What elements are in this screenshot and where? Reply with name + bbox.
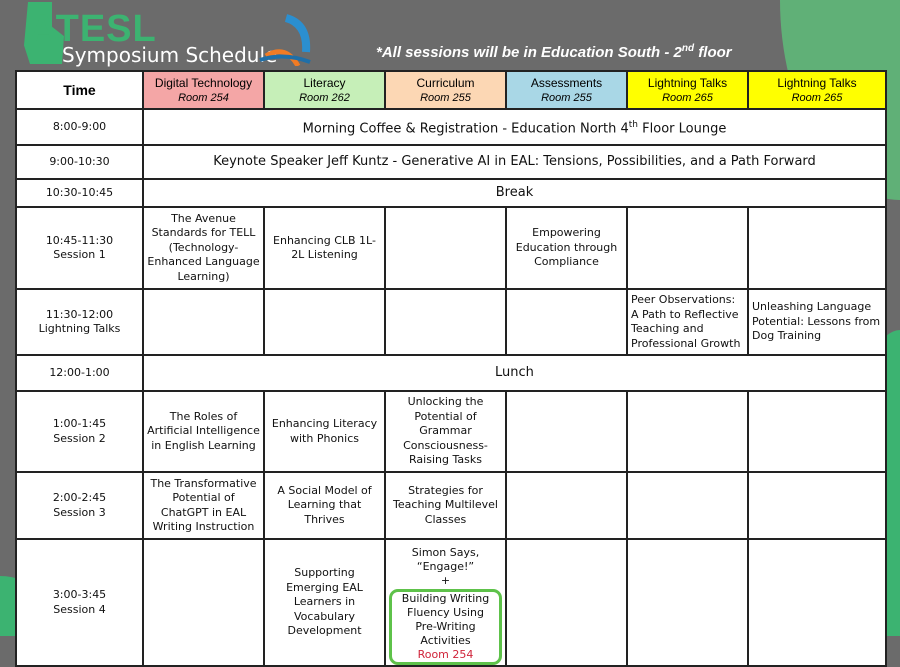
- header-room: Room 265: [791, 91, 843, 104]
- time-cell: [16, 207, 143, 289]
- column-header: [627, 71, 748, 109]
- session-title: Building Writing Fluency Using Pre-Writing Activities: [401, 592, 490, 647]
- session-cell: Supporting Emerging EAL Learners in Vocabulary Development: [264, 539, 385, 666]
- session-cell: Enhancing Literacy with Phonics: [264, 391, 385, 472]
- empty-cell: [506, 472, 627, 539]
- empty-cell: [748, 539, 886, 666]
- table-row: [16, 289, 886, 355]
- highlighted-session: [389, 589, 502, 665]
- time-text: 10:45-11:30: [45, 233, 114, 247]
- table-row: [16, 145, 886, 179]
- time-cell: [16, 391, 143, 472]
- table-row: [16, 207, 886, 289]
- column-header: [748, 71, 886, 109]
- empty-cell: [264, 289, 385, 355]
- session-title: Simon Says, “Engage!”: [411, 546, 480, 573]
- empty-cell: [748, 472, 886, 539]
- header-label: Literacy: [303, 75, 346, 90]
- time-text: 2:00-2:45: [52, 491, 107, 504]
- header-room: Room 262: [299, 91, 350, 104]
- time-text: 1:00-1:45: [52, 417, 107, 430]
- logo: ATESL: [30, 8, 157, 50]
- table-row: [16, 472, 886, 539]
- column-header: [264, 71, 385, 109]
- header-label: Assessments: [530, 75, 603, 90]
- table-row: [16, 391, 886, 472]
- empty-cell: [748, 391, 886, 472]
- table-row: [16, 355, 886, 391]
- span-cell: [143, 109, 886, 145]
- empty-cell: [143, 539, 264, 666]
- event-text-end: Floor Lounge: [638, 120, 727, 136]
- empty-cell: [748, 207, 886, 289]
- table-row: [16, 539, 886, 666]
- time-cell: 8:00-9:00: [16, 109, 143, 145]
- schedule-table: [15, 70, 887, 667]
- session-text: Session 1: [53, 248, 106, 261]
- plus-sign: +: [440, 574, 451, 587]
- empty-cell: [385, 289, 506, 355]
- session-text: Session 2: [53, 431, 106, 445]
- empty-cell: [506, 391, 627, 472]
- event-text: Morning Coffee & Registration - Education North 4: [302, 120, 629, 136]
- session-text: Session 3: [53, 505, 106, 519]
- header-room: Room 265: [662, 91, 713, 104]
- header-room: Room 254: [178, 91, 229, 104]
- event-sup: th: [628, 119, 639, 130]
- column-header-time: [16, 71, 143, 109]
- session-cell: Unleashing Language Potential: Lessons from Dog Training: [748, 289, 886, 355]
- header-label: Lightning Talks: [647, 75, 728, 90]
- page-title: Symposium Schedule: [62, 43, 278, 67]
- empty-cell: [627, 472, 748, 539]
- empty-cell: [627, 539, 748, 666]
- time-cell: [16, 472, 143, 539]
- empty-cell: [506, 289, 627, 355]
- empty-cell: [506, 539, 627, 666]
- infinite-paths-logo-icon: [256, 14, 312, 66]
- session-text: Lightning Talks: [38, 322, 121, 335]
- time-cell: 12:00-1:00: [16, 355, 143, 391]
- note-sup: nd: [681, 43, 695, 54]
- column-header: [385, 71, 506, 109]
- time-cell: [16, 539, 143, 666]
- table-row: [16, 179, 886, 207]
- session-cell: [385, 539, 506, 666]
- session-text: Session 4: [53, 602, 106, 616]
- header-label: Time: [63, 81, 96, 98]
- session-cell: Strategies for Teaching Multilevel Classes: [385, 472, 506, 539]
- header-row: [16, 71, 886, 109]
- session-cell: Unlocking the Potential of Grammar Consciousness-Raising Tasks: [385, 391, 506, 472]
- note-text: *All sessions will be in Education South - 2: [376, 44, 682, 61]
- session-cell: Peer Observations: A Path to Reflective Teaching and Professional Growth: [627, 289, 748, 355]
- session-cell: The Roles of Artificial Intelligence in English Learning: [143, 391, 264, 472]
- session-cell: Enhancing CLB 1L-2L Listening: [264, 207, 385, 289]
- header-label: Lightning Talks: [777, 75, 857, 90]
- time-cell: 10:30-10:45: [16, 179, 143, 207]
- header-room: Room 255: [420, 91, 471, 104]
- header-room: Room 255: [541, 91, 592, 104]
- session-cell: Empowering Education through Compliance: [506, 207, 627, 289]
- session-cell: The Transformative Potential of ChatGPT in EAL Writing Instruction: [143, 472, 264, 539]
- column-header: [506, 71, 627, 109]
- time-cell: [16, 289, 143, 355]
- header-label: Curriculum: [416, 75, 475, 90]
- break-cell: Break: [143, 179, 886, 207]
- keynote-cell: Keynote Speaker Jeff Kuntz - Generative AI in EAL: Tensions, Possibilities, and a Path Forward: [143, 145, 886, 179]
- lunch-cell: Lunch: [143, 355, 886, 391]
- empty-cell: [627, 207, 748, 289]
- empty-cell: [385, 207, 506, 289]
- session-cell: The Avenue Standards for TELL (Technology-Enhanced Language Learning): [143, 207, 264, 289]
- time-text: 3:00-3:45: [52, 588, 107, 601]
- empty-cell: [143, 289, 264, 355]
- time-cell: 9:00-10:30: [16, 145, 143, 179]
- time-text: 11:30-12:00: [45, 307, 114, 321]
- room-label: Room 254: [417, 648, 474, 661]
- session-cell: A Social Model of Learning that Thrives: [264, 472, 385, 539]
- note-end: floor: [694, 44, 732, 61]
- header-label: Digital Technology: [154, 75, 253, 90]
- table-row: [16, 109, 886, 145]
- empty-cell: [627, 391, 748, 472]
- location-note: [376, 43, 732, 61]
- column-header: [143, 71, 264, 109]
